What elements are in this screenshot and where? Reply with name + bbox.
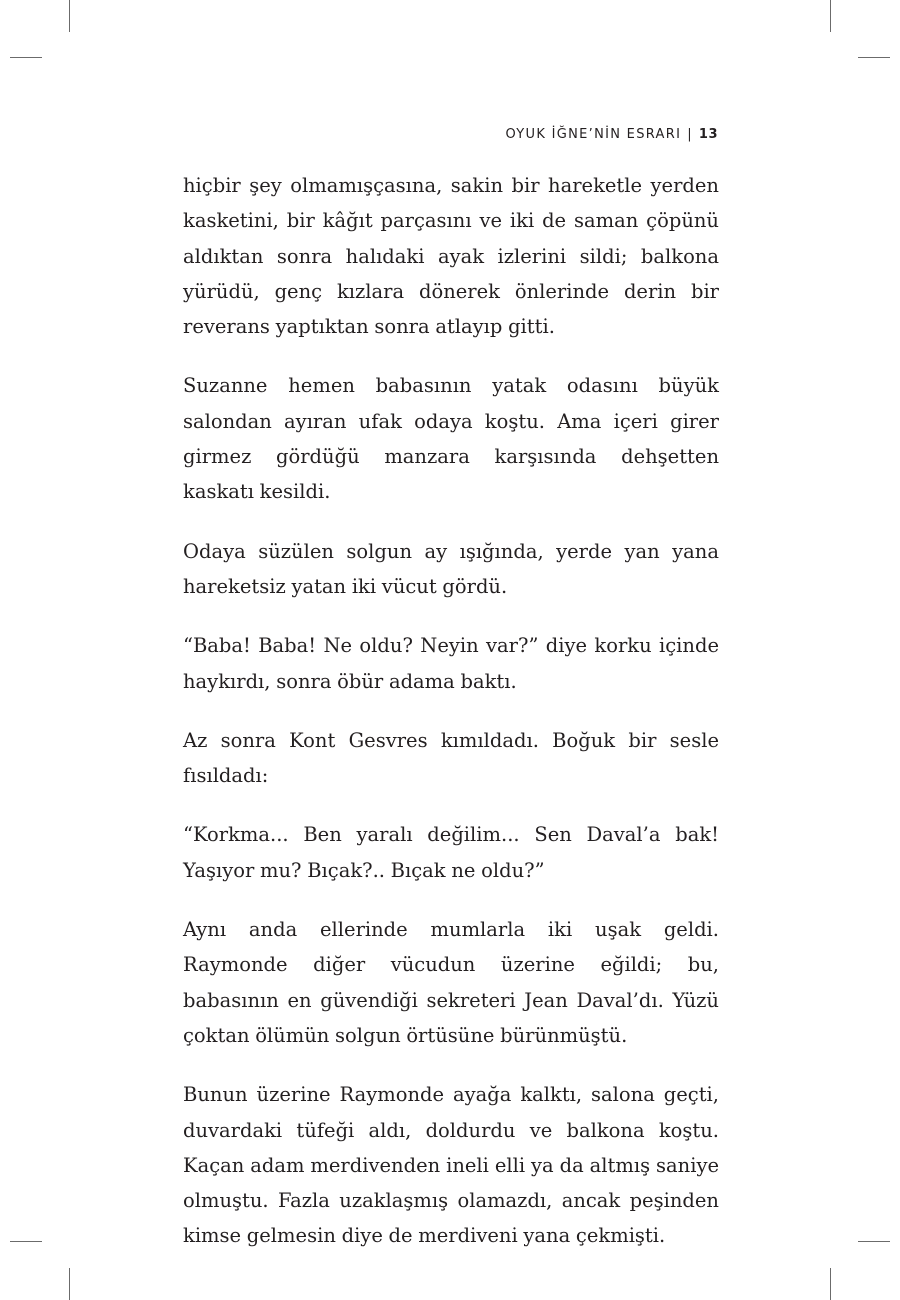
paragraph-6: “Korkma... Ben yaralı değilim... Sen Daval’a bak! Yaşıyor mu? Bıçak?.. Bıçak ne oldu?” xyxy=(183,823,719,882)
running-head xyxy=(505,127,718,142)
crop-mark-top-left-horizontal xyxy=(10,57,42,58)
paragraph-5: Az sonra Kont Gesvres kımıldadı. Boğuk bir sesle fısıldadı: xyxy=(183,728,719,788)
crop-mark-top-right xyxy=(830,0,831,32)
crop-mark-top-left xyxy=(69,0,70,32)
paragraph-4: “Baba! Baba! Ne oldu? Neyin var?” diye korku içinde haykırdı, sonra öbür adama baktı. xyxy=(183,634,719,693)
paragraph-7: Aynı anda ellerinde mumlarla iki uşak geldi. Raymonde diğer vücudun üzerine eğildi; bu, babasının en güvendiği sekreteri Jean Daval’dı. Yüzü çoktan ölümün solgun örtüsüne bürünmüştü. xyxy=(183,918,719,1047)
header-separator: | xyxy=(687,127,693,142)
crop-mark-bottom-right xyxy=(830,1268,831,1300)
paragraph-3: Odaya süzülen solgun ay ışığında, yerde yan yana hareketsiz yatan iki vücut gördü. xyxy=(183,539,719,598)
crop-mark-bottom-left xyxy=(69,1268,70,1300)
crop-mark-bottom-right-horizontal xyxy=(858,1241,890,1242)
paragraph-2: Suzanne hemen babasının yatak odasını büyük salondan ayıran ufak odaya koştu. Ama içeri girer girmez gördüğü manzara karşısında dehşetten kaskatı kesildi. xyxy=(183,374,719,504)
page-number: 13 xyxy=(698,127,718,142)
crop-mark-top-right-horizontal xyxy=(858,57,890,58)
body-text xyxy=(183,168,719,1278)
paragraph-1: hiçbir şey olmamışçasına, sakin bir hareketle yerden kasketini, bir kâğıt parçasını ve iki de saman çöpünü aldıktan sonra halıdaki ayak izlerini sildi; balkona yürüdü, genç kızlara dönerek önlerinde derin bir reverans yaptıktan sonra atlayıp gitti. xyxy=(183,174,719,339)
crop-mark-bottom-left-horizontal xyxy=(10,1241,42,1242)
book-title: OYUK İĞNE’NİN ESRARI xyxy=(505,127,682,142)
paragraph-8: Bunun üzerine Raymonde ayağa kalktı, salona geçti, duvardaki tüfeği aldı, doldurdu ve balkona koştu. Kaçan adam merdivenden ineli elli ya da altmış saniye olmuştu. Fazla uzaklaşmış olamazdı, ancak peşinden kimse gelmesin diye de merdiveni yana çekmişti. xyxy=(183,1083,719,1248)
